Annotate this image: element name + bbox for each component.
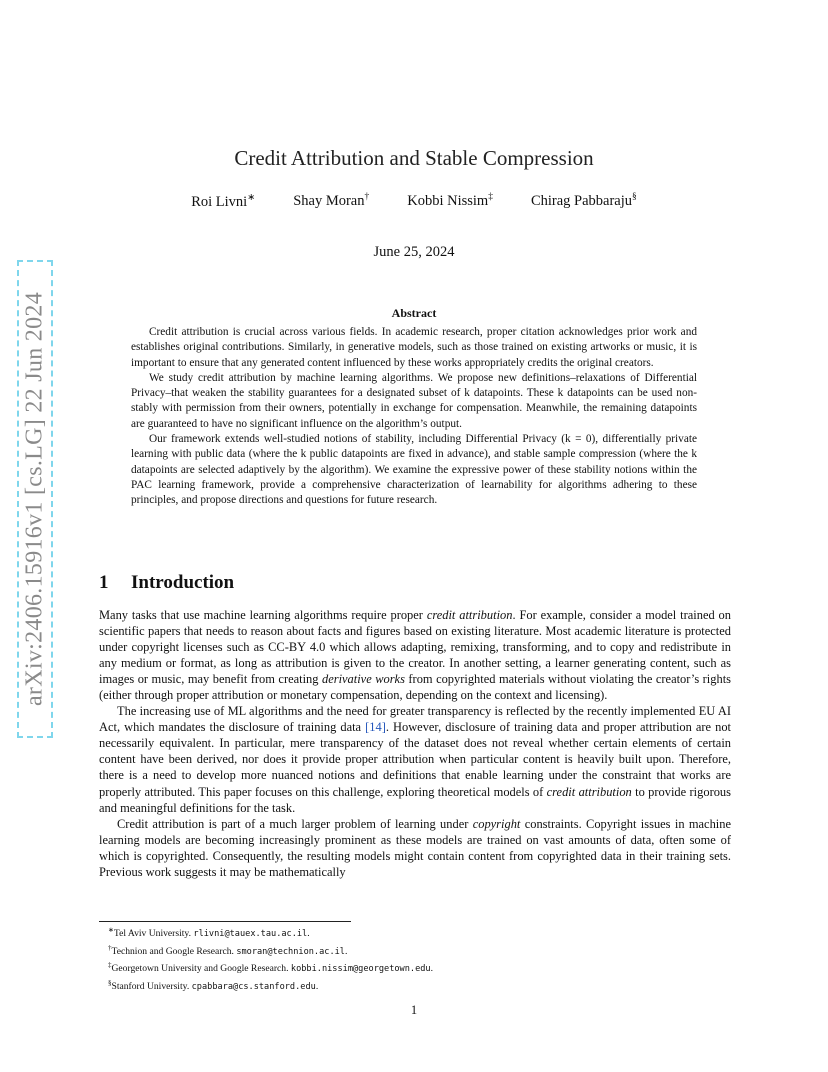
footnote-rule <box>99 921 351 922</box>
author: Chirag Pabbaraju§ <box>530 192 637 209</box>
footnote: §Stanford University. cpabbara@cs.stanford.edu. <box>108 978 319 992</box>
footnotes <box>108 924 708 994</box>
abstract-paragraph: Credit attribution is crucial across various fields. In academic research, proper citation acknowledges prior work and establishes original contributions. Similarly, in generative models, such as those trained on existing artworks or music, it is important to ensure that any generated content influenced by these works appropriately credits the original creators. <box>131 326 697 369</box>
footnote: ∗Tel Aviv University. rlivni@tauex.tau.ac.il. <box>108 926 310 940</box>
paper-date: June 25, 2024 <box>373 244 455 260</box>
section-heading <box>99 572 234 594</box>
abstract-heading: Abstract <box>391 306 437 320</box>
body-paragraph: Many tasks that use machine learning algorithms require proper credit attribution. For example, consider a model trained on scientific papers that needs to reason about facts and figures based on existing literature. Most academic literature is protected under copyright licenses such as CC-BY 4.0 which allows adapting, remixing, transforming, and to copy and redistribute in any medium or format, as long as attribution is given to the creator. In another setting, a learner generating content, such as images or music, may benefit from creating derivative works from copyrighted materials without violating the creator’s rights (either through proper attribution or monetary compensation, depending on the context and licensing). <box>99 608 731 703</box>
author-footnote-mark: ∗ <box>247 193 256 203</box>
abstract-text <box>131 325 697 509</box>
citation-link[interactable]: [14] <box>365 720 386 735</box>
arxiv-identifier: arXiv:2406.15916v1 [cs.LG] 22 Jun 2024 <box>21 291 48 707</box>
author-footnote-mark: † <box>364 192 370 202</box>
email[interactable]: smoran@technion.ac.il <box>236 946 345 957</box>
body-paragraph: The increasing use of ML algorithms and the need for greater transparency is reflected by the recently implemented EU AI Act, which mandates the disclosure of training data [14]. However, disclosure of training data and proper attribution are not necessarily equivalent. In particular, mere transparency of the dataset does not reveal whether certain elements of certain content have been derived, nor does it provide proper attribution when particular content is heavily built upon. Therefore, there is a need to develop more nuanced notions and definitions that enable learning under the constraint that works are properly attributed. This paper focuses on this challenge, exploring theoretical models of credit attribution to provide rigorous and meaningful definitions for the task. <box>99 704 731 815</box>
author: Kobbi Nissim‡ <box>407 192 493 209</box>
author-list <box>0 192 828 211</box>
author-footnote-mark: ‡ <box>488 192 493 202</box>
author: Roi Livni∗ <box>191 193 256 210</box>
arxiv-stamp <box>17 260 53 738</box>
author-footnote-mark: § <box>632 192 637 202</box>
email[interactable]: kobbi.nissim@georgetown.edu <box>290 964 431 975</box>
paper-title: Credit Attribution and Stable Compression <box>234 146 594 170</box>
body-text <box>99 607 731 880</box>
email[interactable]: cpabbara@cs.stanford.edu <box>191 981 316 992</box>
section-number: 1 <box>99 572 109 593</box>
abstract-paragraph: We study credit attribution by machine learning algorithms. We propose new definitions–relaxations of Differential Privacy–that weaken the stability guarantees for a designated subset of k datapoints. These k datapoints can be used non-stably with permission from their owners, potentially in exchange for compensation. Meanwhile, the remaining datapoints are guaranteed to have no significant influence on the algorithm’s output. <box>131 371 697 430</box>
body-paragraph: Credit attribution is part of a much larger problem of learning under copyright constraints. Copyright issues in machine learning models are becoming increasingly prominent as these models are trained on vast amounts of data, often some of which is copyrighted. Consequently, the resulting models might contain content from copyrighted data in their training sets. Previous work suggests it may be mathematically <box>99 816 731 879</box>
footnote: ‡Georgetown University and Google Research. kobbi.nissim@georgetown.edu. <box>108 961 434 975</box>
footnote: †Technion and Google Research. smoran@technion.ac.il. <box>108 943 348 957</box>
email[interactable]: rlivni@tauex.tau.ac.il <box>193 929 308 940</box>
page-number: 1 <box>410 1003 418 1017</box>
abstract-paragraph: Our framework extends well-studied notions of stability, including Differential Privacy (k = 0), differentially private learning with public data (where the k public datapoints are fixed in advance), and stable sample compression (where the k datapoints are selected adaptively by the algorithm). We examine the expressive power of these stability notions within the PAC learning framework, provide a comprehensive characterization of learnability for algorithms adhering to these principles, and propose directions and questions for future research. <box>131 433 697 507</box>
section-title: Introduction <box>131 572 235 593</box>
author: Shay Moran† <box>293 192 370 209</box>
